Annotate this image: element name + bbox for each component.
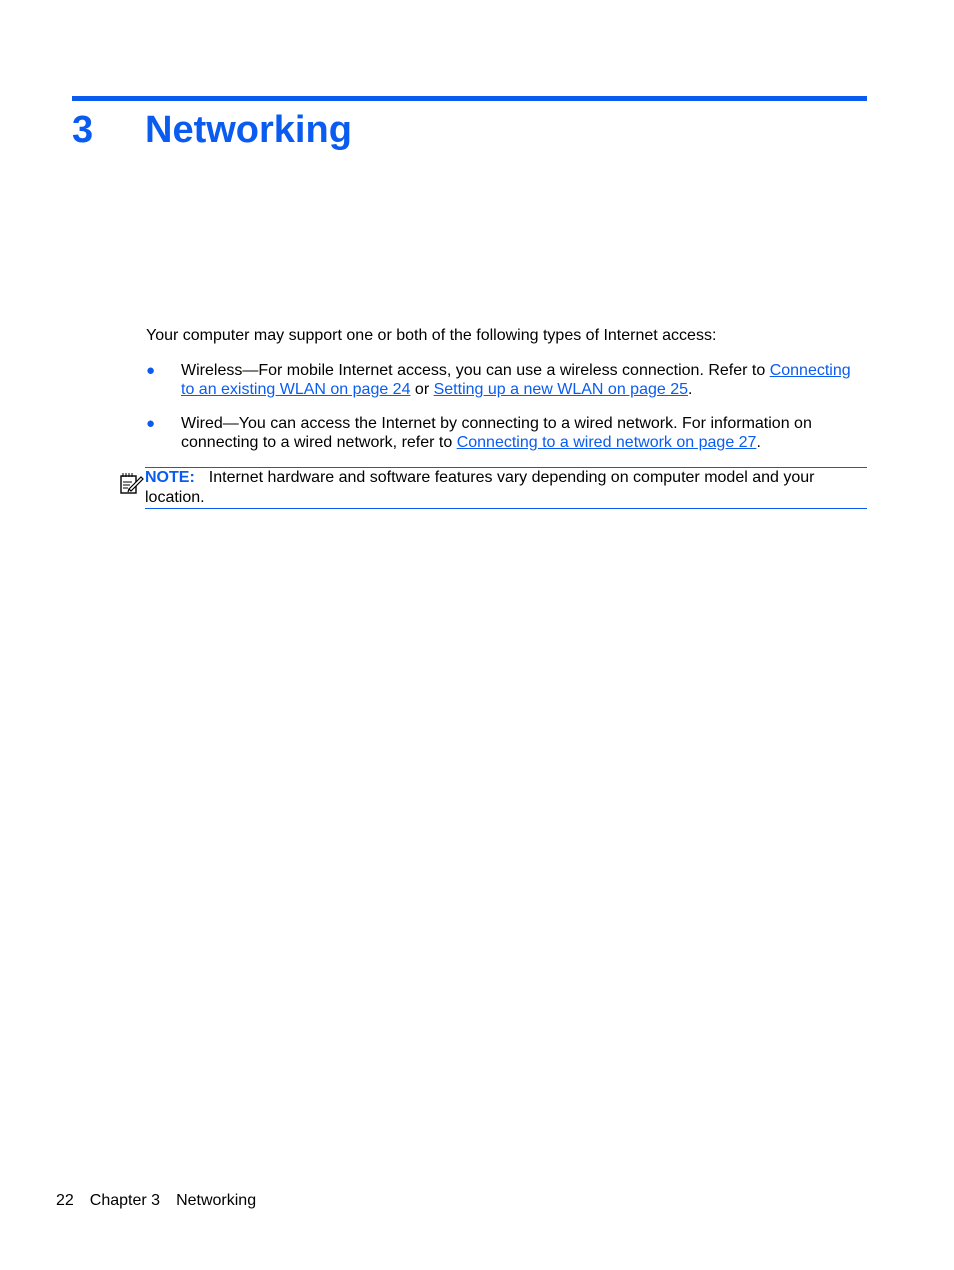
chapter-number: 3 <box>72 109 94 151</box>
list-item-text: Wireless—For mobile Internet access, you can use a wireless connection. Refer to Connecting to an existing WLAN on page 24 or Setting up a new WLAN on page 25. <box>181 362 851 398</box>
link-connecting-existing-wlan[interactable]: Connecting to an existing WLAN on page 24 <box>181 362 851 398</box>
link-connecting-wired-network[interactable]: Connecting to a wired network on page 27 <box>456 434 757 451</box>
chapter-rule <box>72 96 867 101</box>
note-text <box>145 468 845 508</box>
note-body: Internet hardware and software features vary depending on computer model and your location. <box>145 469 815 506</box>
link-setting-up-new-wlan[interactable]: Setting up a new WLAN on page 25 <box>433 381 688 398</box>
note-label: NOTE: <box>145 469 195 486</box>
intro-paragraph: Your computer may support one or both of the following types of Internet access: <box>146 327 717 344</box>
bullet-dot-icon: ● <box>146 415 156 432</box>
footer-chapter-title: Networking <box>176 1192 257 1209</box>
note-box <box>145 467 867 509</box>
page-footer <box>56 1191 272 1211</box>
note-pencil-icon <box>118 470 144 496</box>
chapter-title: Networking <box>145 109 352 151</box>
footer-chapter-label: Chapter 3 <box>89 1192 161 1209</box>
list-item-text: Wired—You can access the Internet by connecting to a wired network. For information on connecting to a wired network, refer to Connecting to a wired network on page 27. <box>181 415 812 451</box>
bullet-dot-icon: ● <box>146 362 156 379</box>
page-number: 22 <box>56 1192 74 1209</box>
